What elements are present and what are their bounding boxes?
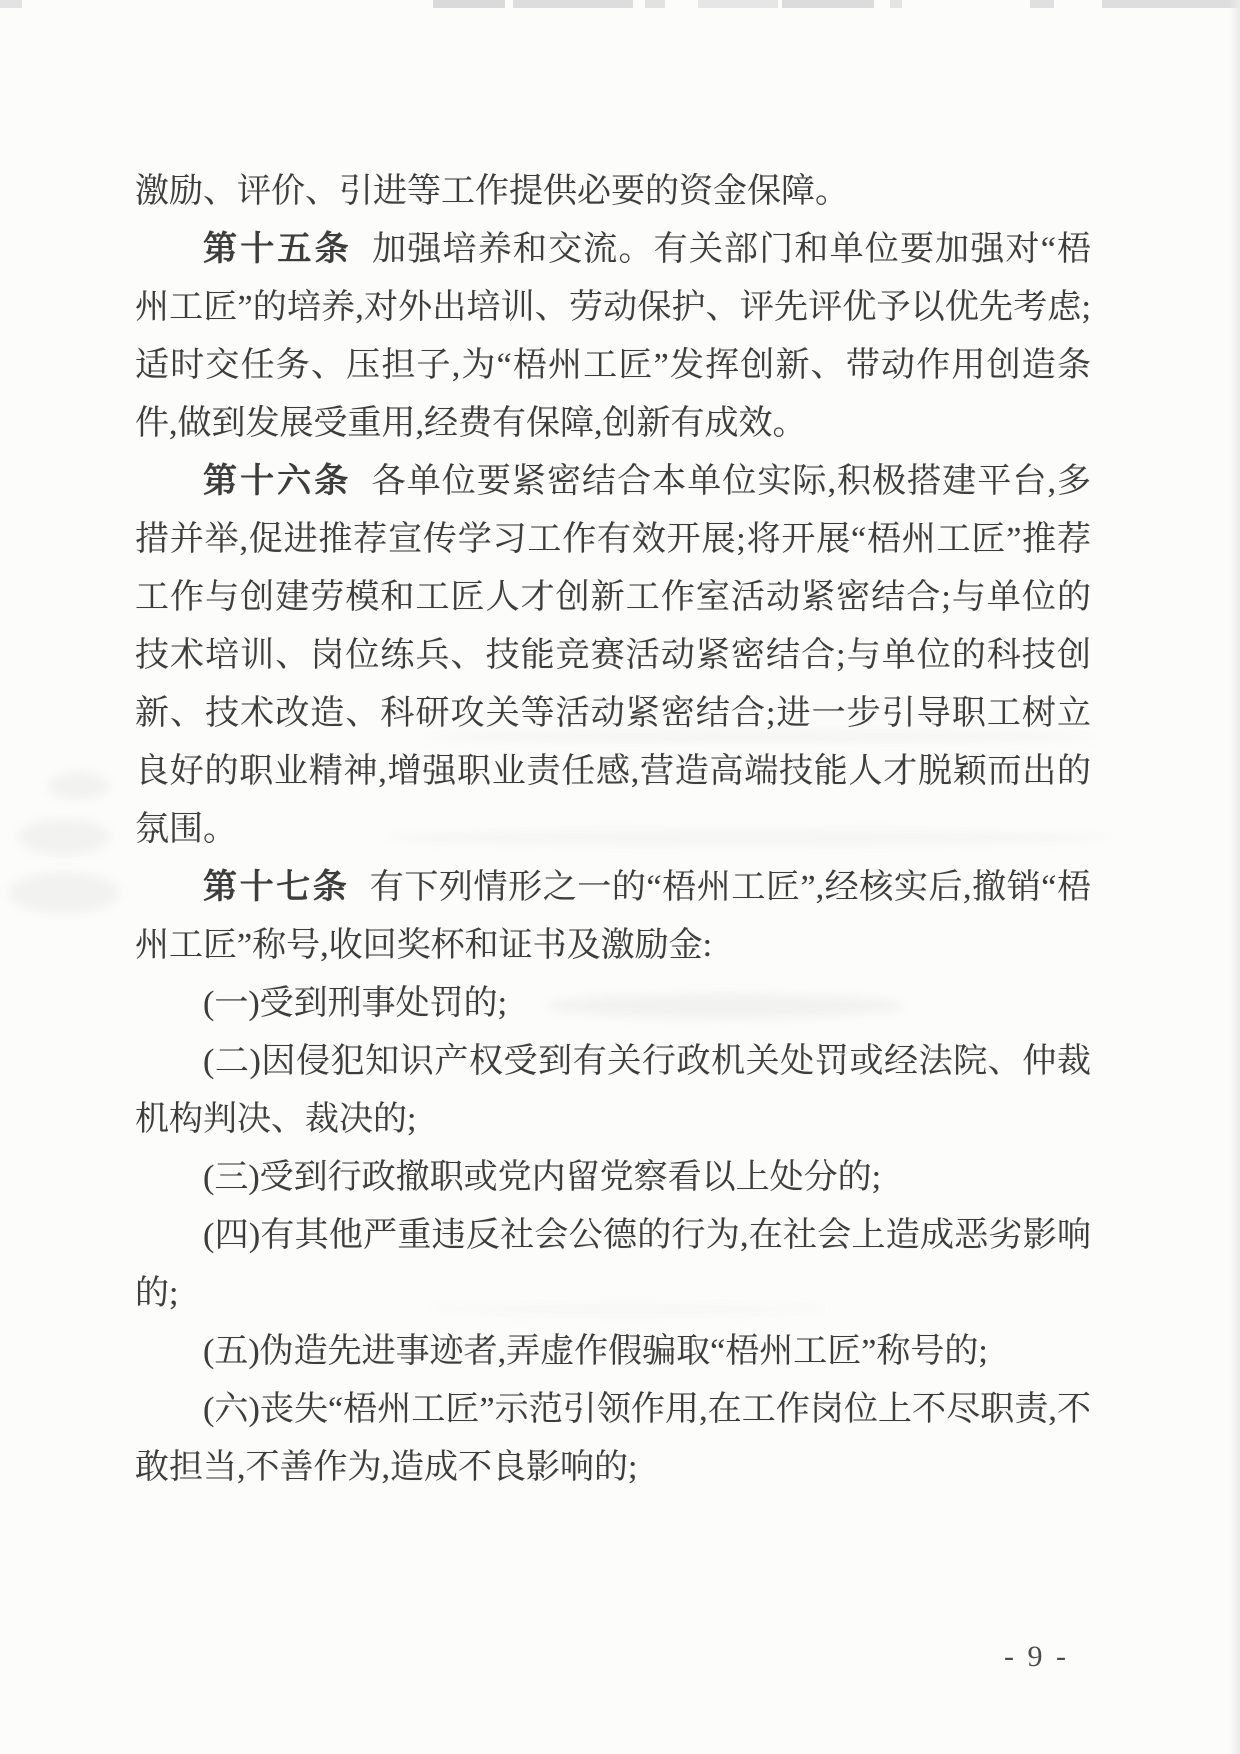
list-item-4 bbox=[135, 1207, 1091, 1323]
scan-artifact-smudge bbox=[8, 872, 120, 914]
paragraph-text: (六)丧失“梧州工匠”示范引领作用,在工作岗位上不尽职责,不敢担当,不善作为,造成不良影响的; bbox=[135, 1391, 1091, 1486]
paragraph-text: (三)受到行政撤职或党内留党察看以上处分的; bbox=[203, 1159, 882, 1196]
paragraph-text: 加强培养和交流。有关部门和单位要加强对“梧州工匠”的培养,对外出培训、劳动保护、评先评优予以优先考虑;适时交任务、压担子,为“梧州工匠”发挥创新、带动作用创造条件,做到发展受重用,经费有保障,创新有成效。 bbox=[135, 231, 1092, 442]
list-item-6 bbox=[135, 1381, 1091, 1497]
paragraph-text: (五)伪造先进事迹者,弄虚作假骗取“梧州工匠”称号的; bbox=[203, 1333, 988, 1370]
list-item-1 bbox=[135, 975, 1091, 1033]
paragraph-article-15 bbox=[135, 221, 1091, 453]
paragraph-article-17 bbox=[135, 859, 1091, 975]
scan-artifact-smudge bbox=[18, 818, 110, 856]
scan-artifact-right-band bbox=[1229, 0, 1240, 1754]
paragraph-text: 激励、评价、引进等工作提供必要的资金保障。 bbox=[135, 173, 849, 210]
paragraph-article-16 bbox=[135, 453, 1091, 859]
paragraph-text: 各单位要紧密结合本单位实际,积极搭建平台,多措并举,促进推荐宣传学习工作有效开展;将开展“梧州工匠”推荐工作与创建劳模和工匠人才创新工作室活动紧密结合;与单位的技术培训、岗位练兵、技能竞赛活动紧密结合;与单位的科技创新、技术改造、科研攻关等活动紧密结合;进一步引导职工树立良好的职业精神,增强职业责任感,营造高端技能人才脱颖而出的氛围。 bbox=[135, 463, 1092, 848]
paragraph-text: 有下列情形之一的“梧州工匠”,经核实后,撤销“梧州工匠”称号,收回奖杯和证书及激励金: bbox=[135, 869, 1091, 964]
list-item-3 bbox=[135, 1149, 1091, 1207]
scan-artifact-smudge bbox=[48, 772, 110, 800]
document-body bbox=[135, 163, 1091, 1497]
article-number: 第十六条 bbox=[203, 463, 352, 500]
article-number: 第十七条 bbox=[203, 869, 350, 906]
paragraph-text: (四)有其他严重违反社会公德的行为,在社会上造成恶劣影响的; bbox=[135, 1217, 1091, 1312]
article-number: 第十五条 bbox=[203, 231, 352, 268]
page-number: - 9 - bbox=[1004, 1640, 1069, 1673]
paragraph-text: (一)受到刑事处罚的; bbox=[203, 985, 508, 1022]
paragraph-continuation bbox=[135, 163, 1091, 221]
paragraph-text: (二)因侵犯知识产权受到有关行政机关处罚或经法院、仲裁机构判决、裁决的; bbox=[135, 1043, 1091, 1138]
list-item-5 bbox=[135, 1323, 1091, 1381]
scan-artifact-top-band bbox=[0, 0, 1240, 8]
list-item-2 bbox=[135, 1033, 1091, 1149]
